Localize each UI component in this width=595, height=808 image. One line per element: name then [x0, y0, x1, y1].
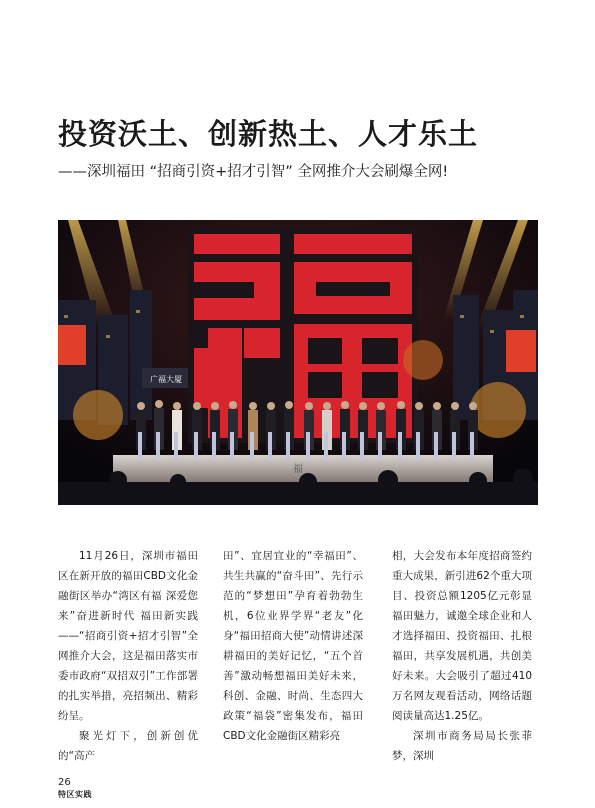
left-side-screen [58, 325, 86, 365]
paragraph-2-continued: 田”、宜居宜业的“幸福田”、共生共赢的“奋斗田”、先行示范的“梦想田”孕育着勃勃生机，6位业界学界“老友”化身“福田招商大使”动情讲述深耕福田的美好记忆，“五个首善”激动畅想福田美好未来，科创、金融、时尚、生态四大政策“福袋”密集发布，福田CBD文化金融街区精彩亮 [223, 550, 363, 742]
paragraph-2: 聚光灯下，创新创优的“高产 [58, 730, 198, 762]
article-column-1 [58, 546, 198, 766]
publication-logo: 特区实践 [58, 790, 92, 799]
stage-sign: 福 [293, 464, 303, 475]
right-side-screen [506, 330, 536, 372]
paragraph-1: 11月26日，深圳市福田区在新开放的福田CBD文化金融街区举办“湾区有福 深爱您来”奋进新时代 福田新实践——“招商引资+招才引智”全网推介大会，这是福田落实市委市政府“双招双引”工作部署的扎实举措，亮招频出、精彩纷呈。 [58, 550, 198, 722]
article-column-3 [392, 546, 532, 766]
article-column-2 [223, 546, 363, 746]
event-photo [58, 220, 538, 505]
page-number: 26 [58, 777, 71, 788]
screen-label: 广福大厦 [150, 375, 182, 384]
article-title: 投资沃土、创新热土、人才乐土 [58, 117, 479, 151]
article-subtitle: ——深圳福田 “招商引资+招才引智” 全网推介大会刷爆全网! [58, 164, 449, 180]
paragraph-3: 深圳市商务局局长张菲梦，深圳 [392, 730, 532, 762]
paragraph-2-end: 相，大会发布本年度招商签约重大成果，新引进62个重大项目、投资总额1205亿元彰显福田魅力，诚邀全球企业和人才选择福田、投资福田、扎根福田，共享发展机遇，共创美好未来。大会吸引了超过410万名网友观看活动，网络话题阅读量高达1.25亿。 [392, 550, 532, 722]
stage-scene [58, 220, 538, 505]
